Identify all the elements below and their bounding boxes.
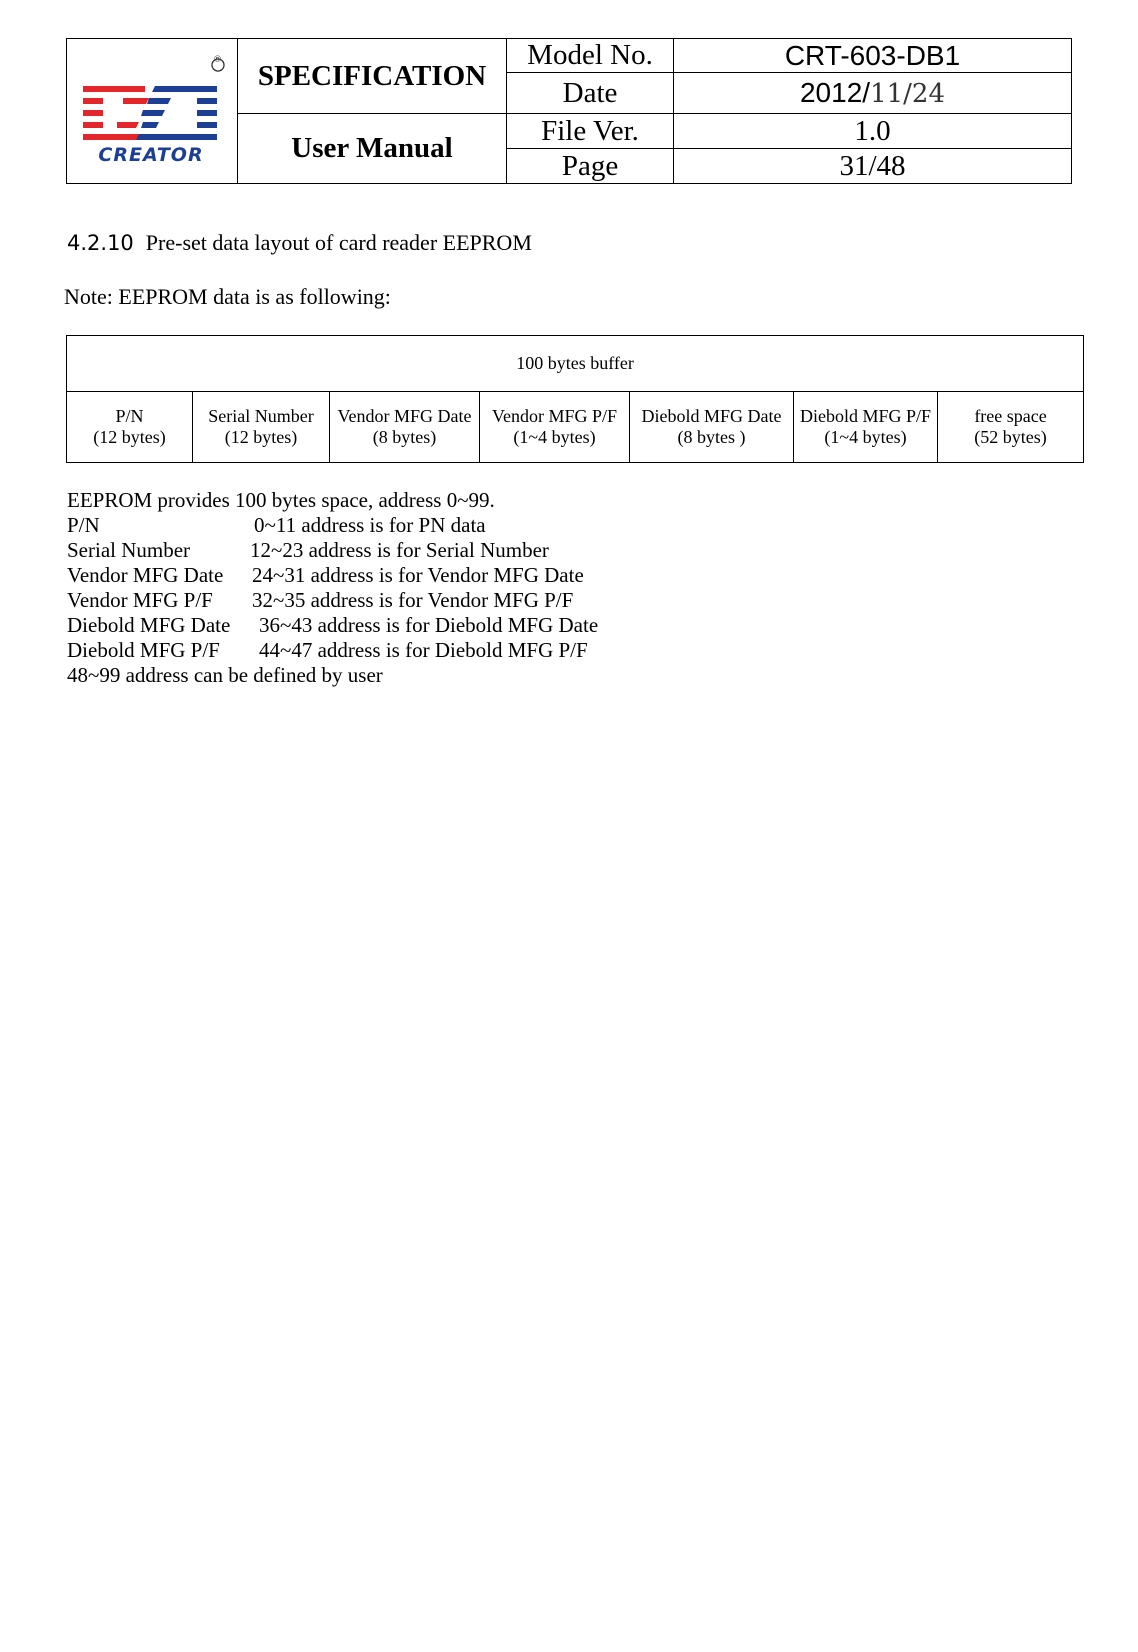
buffer-header: 100 bytes buffer <box>67 336 1084 392</box>
address-description <box>67 488 598 688</box>
list-item <box>67 513 598 538</box>
table-cell <box>630 392 794 463</box>
section-number: 4.2.10 <box>67 231 134 255</box>
page-label: Page <box>507 149 674 184</box>
brand-wordmark: CREATOR <box>98 144 204 166</box>
table-cell <box>193 392 330 463</box>
field-label: Vendor MFG P/F <box>67 588 213 612</box>
date-year: 2012/ <box>799 76 871 108</box>
creator-logo <box>77 56 227 166</box>
field-name: Vendor MFG Date <box>337 406 472 426</box>
field-size: (52 bytes) <box>974 427 1047 447</box>
table-cell <box>330 392 480 463</box>
section-heading <box>67 230 532 256</box>
field-name: P/N <box>115 406 144 426</box>
field-description: 12~23 address is for Serial Number <box>250 538 549 562</box>
field-size: (12 bytes) <box>93 427 166 447</box>
date-label: Date <box>507 73 674 114</box>
list-item <box>67 538 598 563</box>
model-label: Model No. <box>507 39 674 73</box>
page-value: 31/48 <box>674 149 1072 184</box>
field-label: Diebold MFG Date <box>67 613 231 637</box>
table-cell <box>480 392 630 463</box>
date-value <box>674 73 1072 114</box>
description-outro: 48~99 address can be defined by user <box>67 663 383 687</box>
list-item <box>67 563 598 588</box>
field-name: Serial Number <box>208 406 314 426</box>
field-name: Diebold MFG P/F <box>799 406 932 426</box>
field-description: 44~47 address is for Diebold MFG P/F <box>259 638 588 662</box>
field-label: Diebold MFG P/F <box>67 638 220 662</box>
file-ver-label: File Ver. <box>507 114 674 149</box>
section-title: Pre-set data layout of card reader EEPROM <box>145 230 532 255</box>
table-cell <box>938 392 1084 463</box>
eeprom-layout-table <box>66 335 1084 463</box>
field-label: Serial Number <box>67 538 191 562</box>
field-size: (1~4 bytes) <box>824 427 907 447</box>
user-manual-title: User Manual <box>238 114 507 184</box>
spec-header-table <box>66 38 1072 184</box>
field-name: Diebold MFG Date <box>641 406 782 426</box>
field-size: (8 bytes ) <box>677 427 746 447</box>
registered-mark: ® <box>213 55 222 65</box>
field-name: Vendor MFG P/F <box>491 406 618 426</box>
table-cell <box>67 392 193 463</box>
field-size: (8 bytes) <box>372 427 437 447</box>
field-description: 32~35 address is for Vendor MFG P/F <box>252 588 574 612</box>
date-rest: 11/24 <box>870 78 945 109</box>
list-item <box>67 588 598 613</box>
list-item <box>67 638 598 663</box>
field-size: (12 bytes) <box>224 427 298 447</box>
table-cell <box>794 392 938 463</box>
model-value: CRT-603-DB1 <box>674 39 1072 73</box>
note-text: Note: EEPROM data is as following: <box>64 284 391 309</box>
list-item <box>67 613 598 638</box>
field-description: 36~43 address is for Diebold MFG Date <box>259 613 599 637</box>
field-size: (1~4 bytes) <box>513 427 596 447</box>
field-label: P/N <box>67 513 100 537</box>
field-description: 0~11 address is for PN data <box>254 513 486 537</box>
logo-cell <box>67 39 238 184</box>
field-name: free space <box>974 406 1047 426</box>
description-intro: EEPROM provides 100 bytes space, address 0~99. <box>67 488 495 512</box>
field-label: Vendor MFG Date <box>67 563 224 587</box>
file-ver-value: 1.0 <box>674 114 1072 149</box>
field-description: 24~31 address is for Vendor MFG Date <box>252 563 584 587</box>
spec-title: SPECIFICATION <box>238 39 507 114</box>
